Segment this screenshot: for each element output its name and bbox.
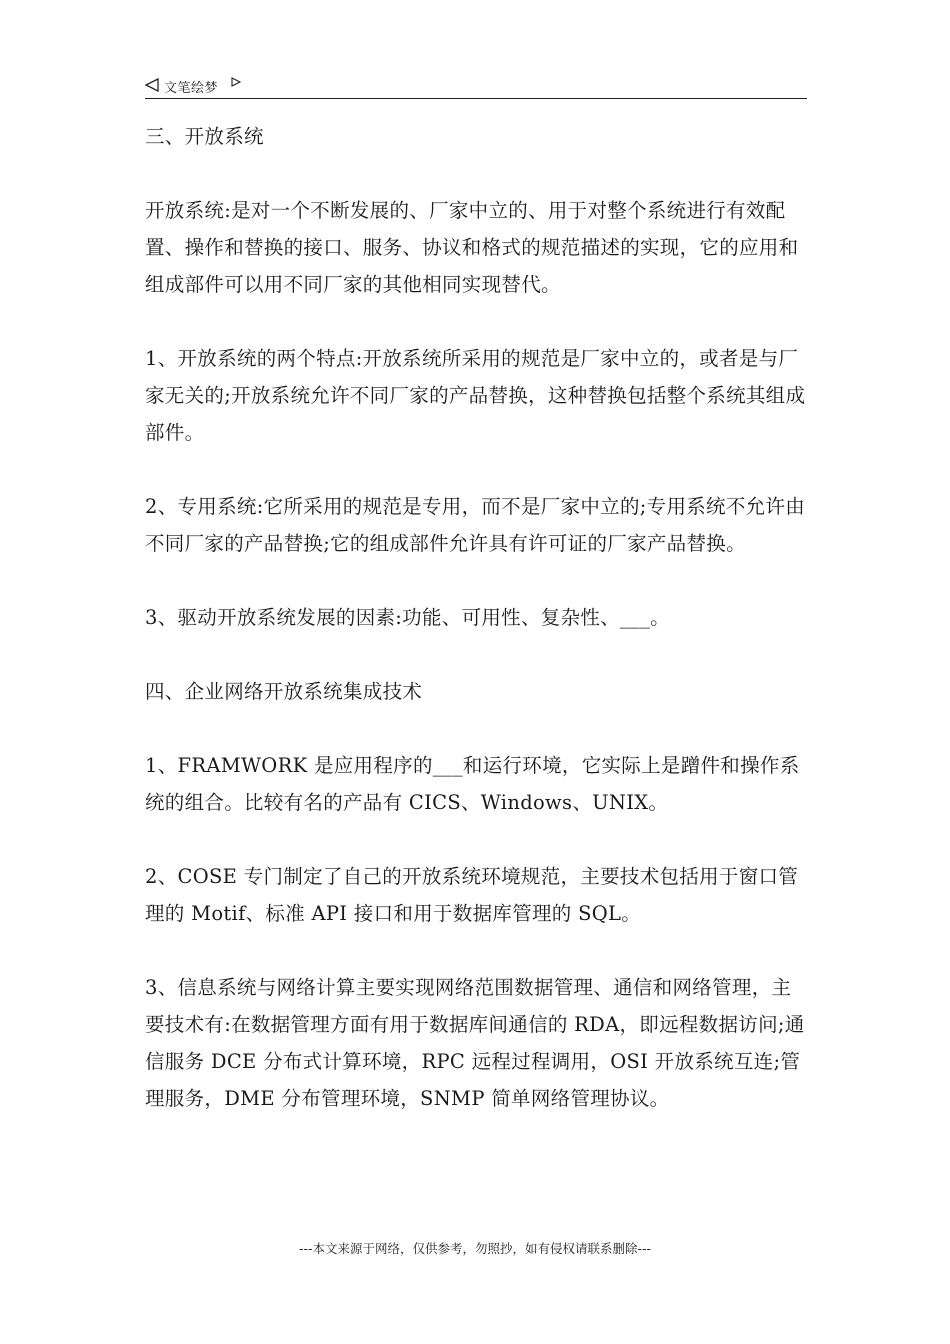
page-footer: ---本文来源于网络，仅供参考，勿照抄，如有侵权请联系删除--- (298, 1241, 652, 1256)
triangle-left-icon (145, 78, 159, 92)
paragraph-framework: 1、FRAMWORK 是应用程序的___和运行环境，它实际上是蹭件和操作系统的组合。比较有名的产品有 CICS、Windows、UNIX。 (145, 754, 800, 814)
paragraph-definition: 开放系统:是对一个不断发展的、厂家中立的、用于对整个系统进行有效配置、操作和替换的接口、服务、协议和格式的规范描述的实现，它的应用和组成部件可以用不同厂家的其他相同实现替代。 (145, 199, 799, 296)
paragraph-item-3: 3、驱动开放系统发展的因素:功能、可用性、复杂性、___。 (145, 606, 670, 629)
page-header (145, 74, 807, 99)
header-brand: 文笔绘梦 (164, 81, 219, 96)
paragraph-item-2: 2、专用系统:它所采用的规范是专用，而不是厂家中立的;专用系统不允许由不同厂家的产品替换;它的组成部件允许具有许可证的厂家产品替换。 (145, 495, 806, 555)
section-heading-4: 四、企业网络开放系统集成技术 (145, 680, 423, 703)
section-heading-3: 三、开放系统 (145, 125, 264, 148)
paragraph-item-1: 1、开放系统的两个特点:开放系统所采用的规范是厂家中立的，或者是与厂家无关的;开放系统允许不同厂家的产品替换，这种替换包括整个系统其组成部件。 (145, 347, 806, 444)
triangle-right-icon (231, 77, 241, 87)
paragraph-cose: 2、COSE 专门制定了自己的开放系统环境规范，主要技术包括用于窗口管理的 Motif、标准 API 接口和用于数据库管理的 SQL。 (145, 865, 799, 925)
document-body (145, 118, 809, 1117)
paragraph-network-computing: 3、信息系统与网络计算主要实现网络范围数据管理、通信和网络管理，主要技术有:在数据管理方面有用于数据库间通信的 RDA，即远程数据访问;通信服务 DCE 分布式计算环境，RPC 远程过程调用，OSI 开放系统互连;管理服务，DME 分布管理环境，SNMP 简单网络管理协议。 (145, 976, 805, 1110)
